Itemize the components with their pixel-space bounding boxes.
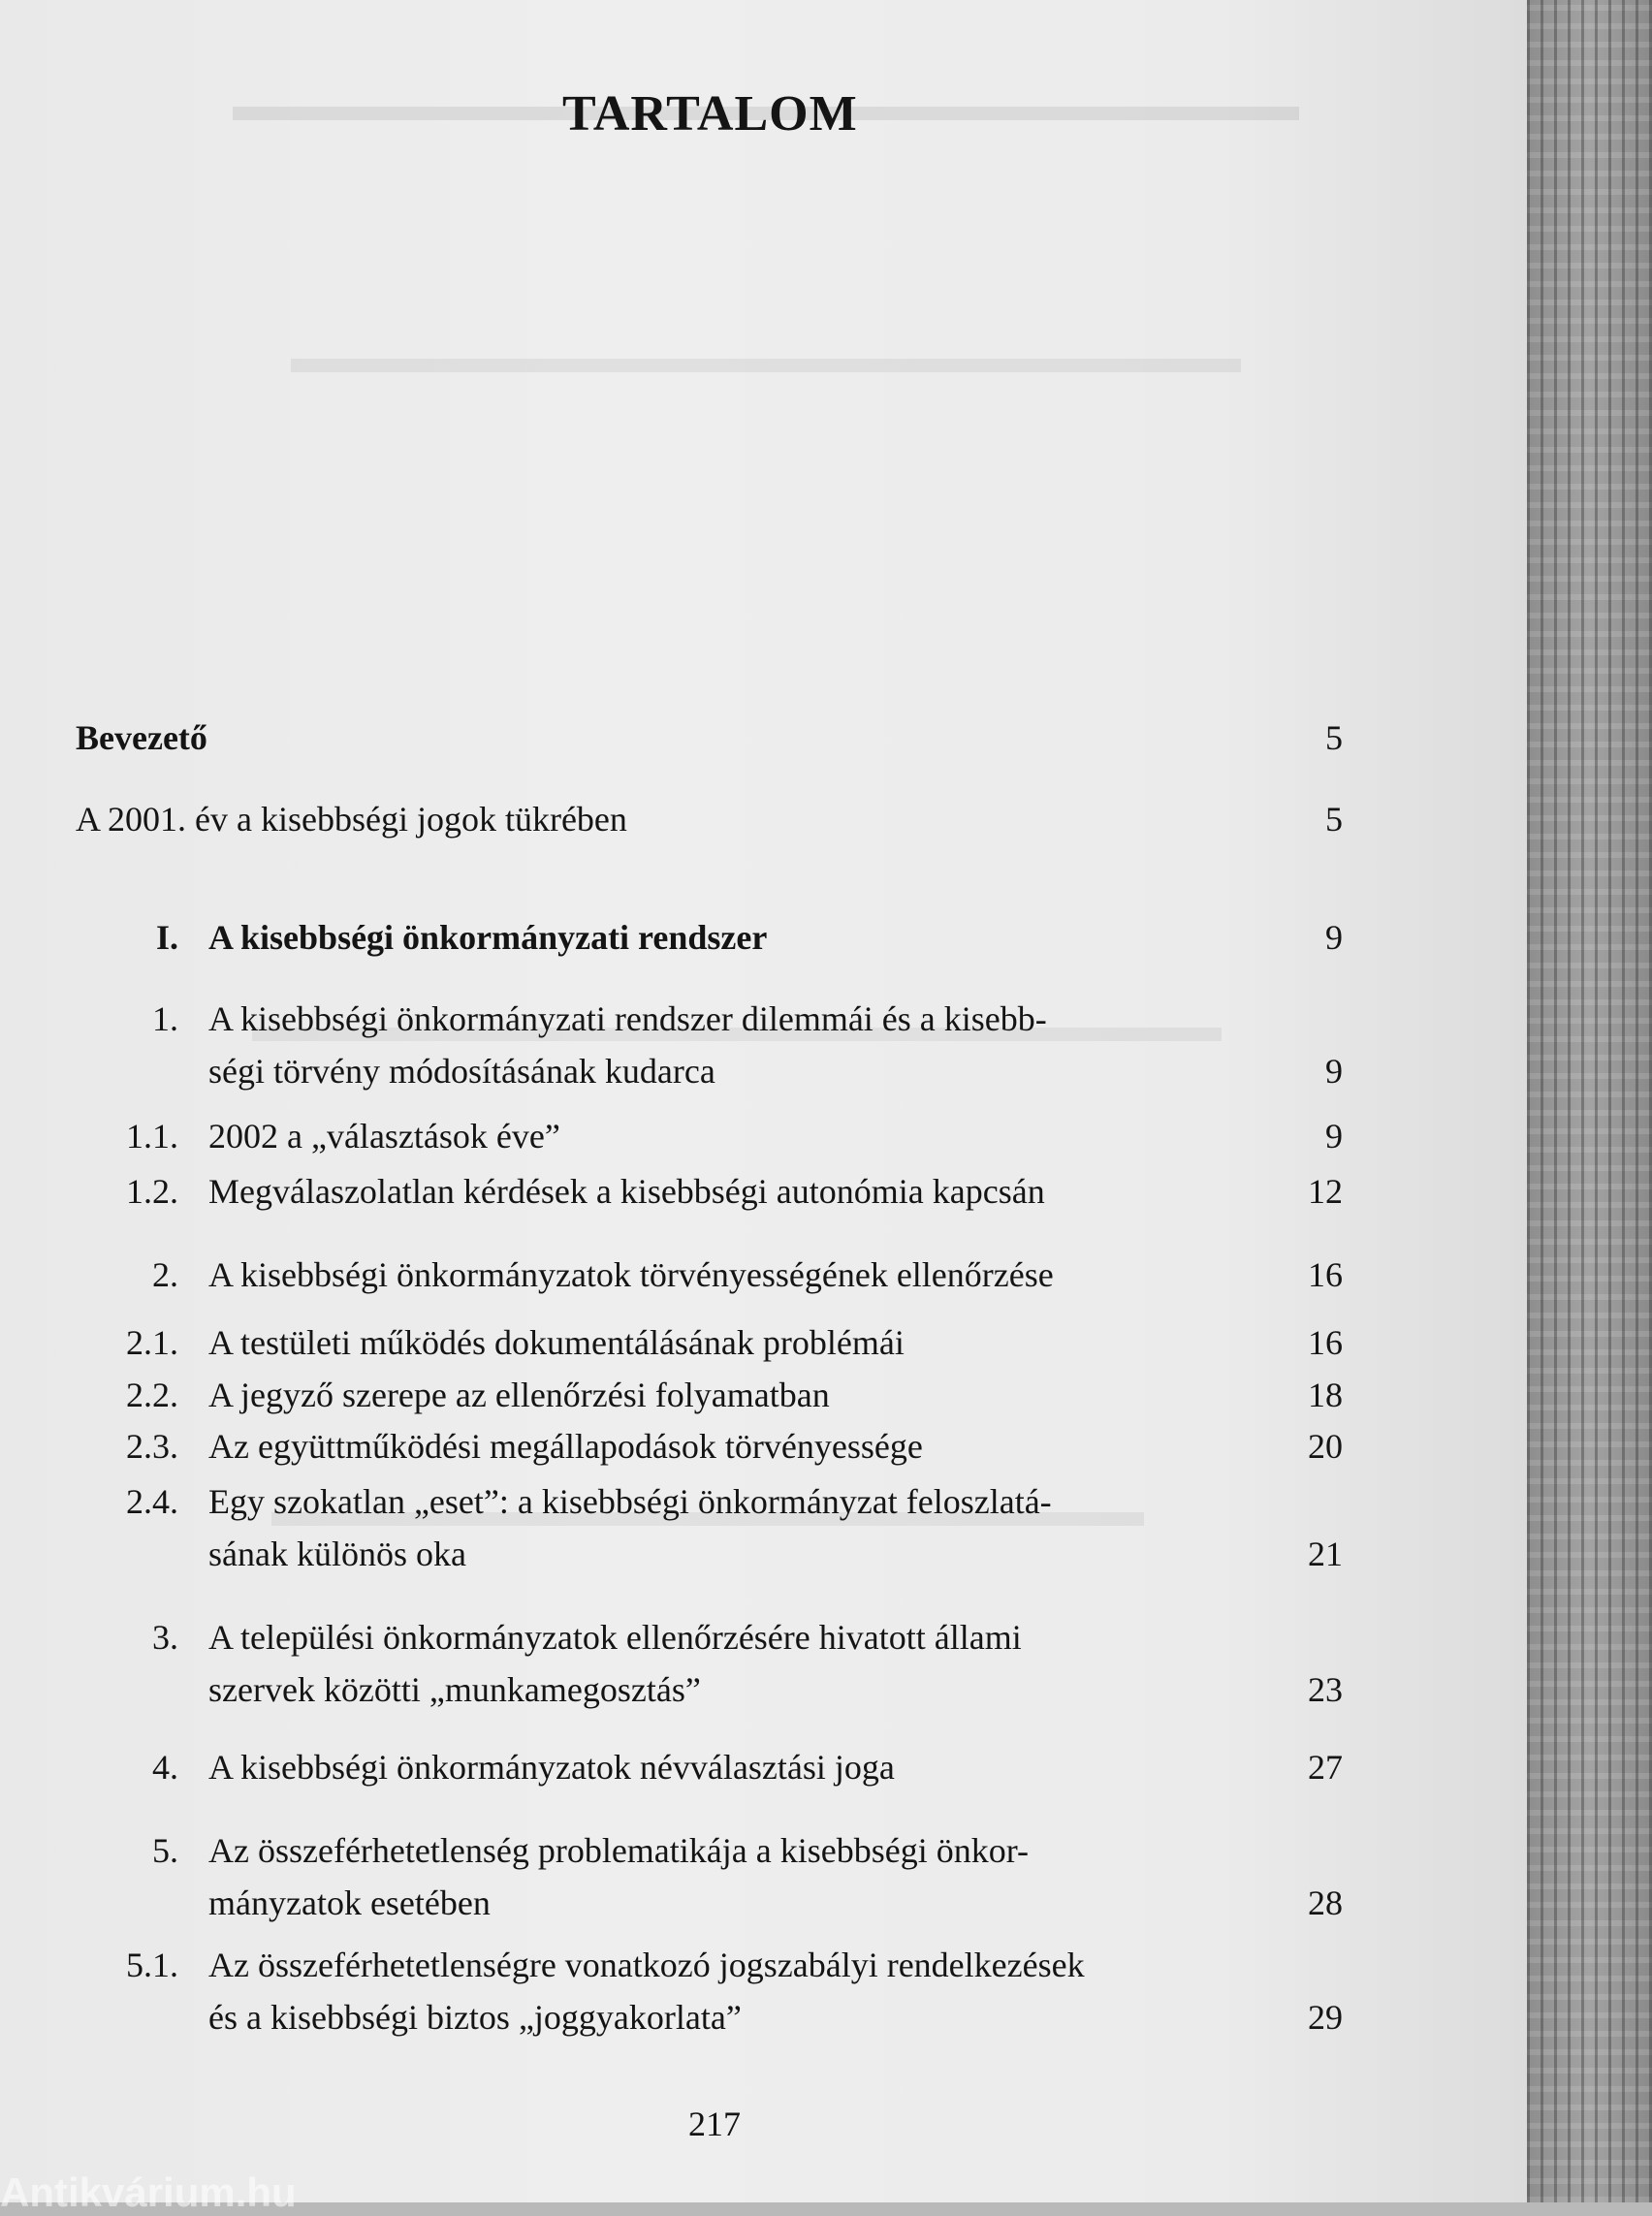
toc-entry-page: 9 — [1325, 1117, 1343, 1155]
toc-entry-text: Egy szokatlan „eset”: a kisebbségi önkormányzat feloszlatá- — [208, 1482, 1052, 1521]
toc-entry-page: 16 — [1308, 1255, 1343, 1294]
toc-entry-text: szervek közötti „munkamegosztás” — [208, 1670, 701, 1709]
bleed-through — [291, 359, 1241, 382]
toc-entry-page: 28 — [1308, 1884, 1343, 1922]
toc-entry-text: Az összeférhetetlenségre vonatkozó jogszabályi rendelkezések — [208, 1946, 1085, 1984]
toc-entry-number: 5.1. — [126, 1946, 178, 1984]
page-title: TARTALOM — [562, 86, 858, 142]
toc-entry-page: 12 — [1308, 1172, 1343, 1211]
toc-entry-text: A jegyző szerepe az ellenőrzési folyamatban — [208, 1376, 830, 1414]
toc-entry-number: 1.2. — [126, 1172, 178, 1211]
toc-entry-page: 16 — [1308, 1323, 1343, 1362]
toc-entry-text: mányzatok esetében — [208, 1884, 491, 1922]
toc-entry-text: ségi törvény módosításának kudarca — [208, 1052, 715, 1091]
toc-entry-text: Megválaszolatlan kérdések a kisebbségi autonómia kapcsán — [208, 1172, 1045, 1211]
toc-entry-text: Az együttműködési megállapodások törvényessége — [208, 1427, 923, 1466]
toc-entry-page: 9 — [1325, 918, 1343, 957]
toc-entry-number: 2.4. — [126, 1482, 178, 1521]
toc-entry-number: 2. — [152, 1255, 178, 1294]
toc-entry-page: 5 — [1325, 718, 1343, 757]
toc-entry-text: A kisebbségi önkormányzatok névválasztási joga — [208, 1748, 895, 1787]
toc-entry-text: és a kisebbségi biztos „joggyakorlata” — [208, 1998, 742, 2037]
toc-entry-text: A kisebbségi önkormányzatok törvényességének ellenőrzése — [208, 1255, 1054, 1294]
toc-entry-page: 27 — [1308, 1748, 1343, 1787]
page-stack-edge — [1527, 0, 1652, 2202]
toc-entry-page: 20 — [1308, 1427, 1343, 1466]
toc-entry-page: 23 — [1308, 1670, 1343, 1709]
toc-entry-page: 29 — [1308, 1998, 1343, 2037]
toc-entry-text: A kisebbségi önkormányzati rendszer — [208, 918, 768, 957]
toc-entry-number: 3. — [152, 1618, 178, 1657]
page-number: 217 — [688, 2105, 741, 2143]
toc-entry-page: 9 — [1325, 1052, 1343, 1091]
toc-entry-text: sának különös oka — [208, 1535, 466, 1573]
toc-entry-number: 4. — [152, 1748, 178, 1787]
toc-entry-text: A kisebbségi önkormányzati rendszer dilemmái és a kisebb- — [208, 999, 1047, 1038]
toc-entry-text: A testületi működés dokumentálásának problémái — [208, 1323, 905, 1362]
toc-entry-number: 2.1. — [126, 1323, 178, 1362]
toc-entry-text: Az összeférhetetlenség problematikája a kisebbségi önkor- — [208, 1831, 1029, 1870]
toc-entry-text: A 2001. év a kisebbségi jogok tükrében — [76, 800, 627, 839]
toc-entry-number: 2.3. — [126, 1427, 178, 1466]
toc-entry-text: 2002 a „választások éve” — [208, 1117, 560, 1155]
toc-entry-page: 21 — [1308, 1535, 1343, 1573]
toc-entry-text: A települési önkormányzatok ellenőrzésére hivatott állami — [208, 1618, 1022, 1657]
toc-entry-number: 1.1. — [126, 1117, 178, 1155]
toc-entry-number: 5. — [152, 1831, 178, 1870]
toc-entry-number: 2.2. — [126, 1376, 178, 1414]
toc-entry-number: 1. — [152, 999, 178, 1038]
toc-entry-page: 5 — [1325, 800, 1343, 839]
toc-entry-page: 18 — [1308, 1376, 1343, 1414]
toc-entry-number: I. — [155, 918, 178, 957]
toc-entry-text: Bevezető — [76, 718, 207, 757]
watermark: Antikvárium.hu — [0, 2169, 297, 2215]
